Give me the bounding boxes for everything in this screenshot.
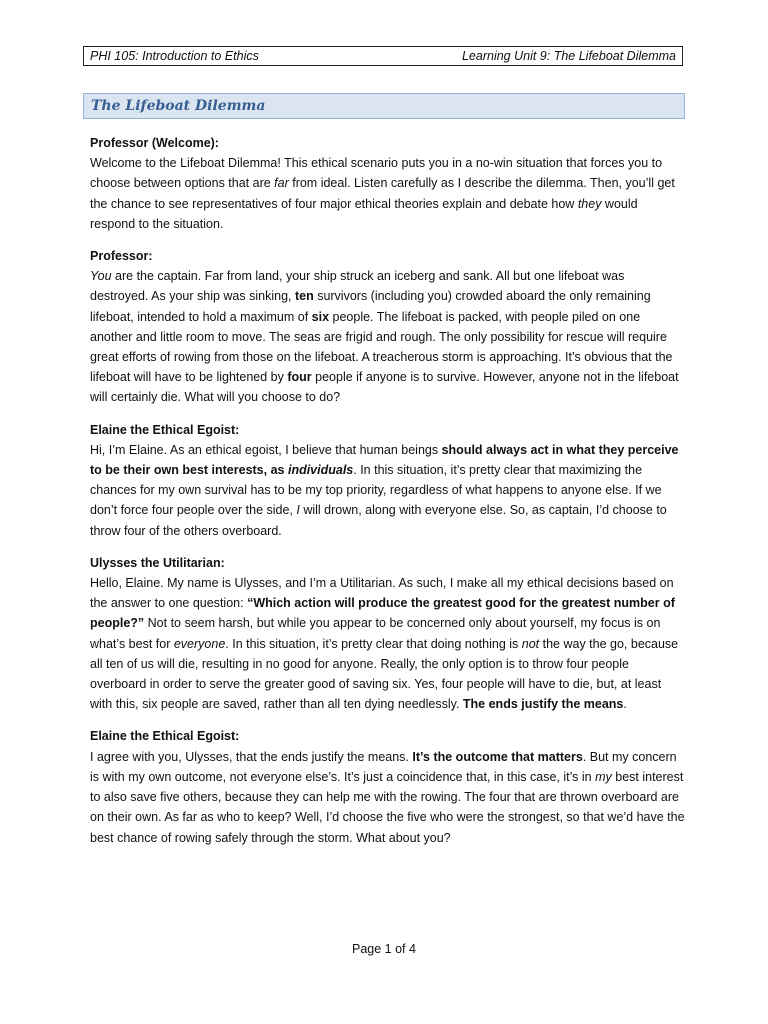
page-number: Page 1 of 4	[352, 942, 416, 956]
text-run: should always act in what they perceive to be their own best interests, as	[90, 442, 679, 478]
text-run: ten	[294, 289, 314, 304]
text-run: are the captain. Far from land, your ship struck an iceberg and sank. All but one lifeboat was destroyed. As your ship was sinking,	[90, 269, 625, 304]
dialogue-text	[90, 440, 686, 541]
dialogue-text	[90, 573, 686, 714]
text-run: they	[577, 196, 602, 211]
speaker-label: Elaine the Ethical Egoist:	[90, 729, 240, 744]
speaker-label: Elaine the Ethical Egoist:	[90, 422, 240, 437]
text-run: people. The lifeboat is packed, with people piled on one another and little room to move. The seas are frigid and rough. The only possibility for rescue will require great efforts of rowing from those on the lifeboat. A treacherous storm is approaching. It’s obvious that the lifeboat will have to be lightened by	[90, 309, 673, 385]
page-title: The Lifeboat Dilemma	[91, 98, 266, 114]
text-run: far	[274, 176, 289, 191]
speaker-label: Professor (Welcome):	[90, 136, 219, 150]
text-run: The ends justify the means	[462, 697, 624, 712]
text-run: would respond to the situation.	[90, 196, 638, 231]
text-run: Not to seem harsh, but while you appear to be concerned only about yourself, my focus is on what’s best for	[90, 616, 661, 651]
text-run: not	[521, 636, 540, 651]
dialogue-section	[90, 726, 686, 847]
text-run: It’s the outcome that matters	[412, 749, 583, 764]
text-run: everyone	[173, 636, 226, 651]
text-run: I agree with you, Ulysses, that the ends justify the means.	[90, 749, 413, 764]
text-run: the way the go, because all ten of us will die, resulting in no good for anyone. Really, the only option is to throw four people overboard in order to serve the greater good of saving six. Yes, four people will have to die, but, at least with this, six people are saved, rather than all ten dying needlessly.	[90, 636, 679, 712]
text-run: four	[287, 370, 312, 385]
text-run: will drown, along with everyone else. So, as captain, I’d choose to throw four of the others overboard.	[90, 503, 667, 538]
text-run: from ideal. Listen carefully as I describe the dilemma. Then, you’ll get the chance to see representatives of four major ethical theories explain and debate how	[90, 176, 675, 211]
dialogue-section	[90, 133, 686, 234]
text-run: Hi, I’m Elaine. As an ethical egoist, I believe that human beings	[90, 442, 442, 457]
text-run: Welcome to the Lifeboat Dilemma! This ethical scenario puts you in a no-win situation that forces you to choose between options that are	[90, 156, 663, 191]
text-run: people if anyone is to survive. However, anyone not in the lifeboat will certainly die. What will you choose to do?	[90, 370, 679, 405]
text-run: You	[90, 269, 112, 284]
text-run: best interest to also save five others, because they can help me with the rowing. The four that are thrown overboard are on their own. As far as who to keep? Well, I’d choose the five who were the strongest, so that we’d have the best chance of rowing safely through the storm. What about you?	[90, 769, 685, 845]
document-body	[90, 133, 686, 860]
text-run: I	[296, 503, 300, 518]
dialogue-text	[90, 266, 686, 407]
text-run: . In this situation, it’s pretty clear that maximizing the chances for my own survival has to be my top priority, regardless of what happens to anyone else. If we don’t force four people over the side,	[90, 463, 662, 518]
dialogue-section	[90, 553, 686, 715]
title-banner	[83, 93, 685, 119]
text-run: survivors (including you) crowded aboard the only remaining lifeboat, intended to hold a maximum of	[90, 289, 651, 324]
running-header	[83, 46, 683, 66]
text-run: Hello, Elaine. My name is Ulysses, and I’m a Utilitarian. As such, I make all my ethical decisions based on the answer to one question:	[90, 576, 674, 611]
speaker-label: Professor:	[90, 249, 153, 264]
speaker-label: Ulysses the Utilitarian:	[90, 555, 225, 570]
dialogue-text	[90, 153, 686, 234]
text-run: six	[311, 309, 330, 324]
text-run: individuals	[287, 463, 354, 478]
course-title: PHI 105: Introduction to Ethics	[90, 49, 259, 63]
text-run: . In this situation, it’s pretty clear that doing nothing is	[225, 636, 522, 651]
text-run: my	[595, 769, 612, 784]
dialogue-text	[90, 747, 686, 848]
unit-title: Learning Unit 9: The Lifeboat Dilemma	[461, 49, 676, 63]
text-run: “Which action will produce the greatest good for the greatest number of people?”	[90, 596, 675, 631]
text-run: . But my concern is with my own outcome, not everyone else’s. It’s just a coincidence that, in this case, it’s in	[90, 749, 677, 784]
dialogue-section	[90, 246, 686, 408]
text-run: .	[623, 697, 627, 712]
dialogue-section	[90, 420, 686, 541]
